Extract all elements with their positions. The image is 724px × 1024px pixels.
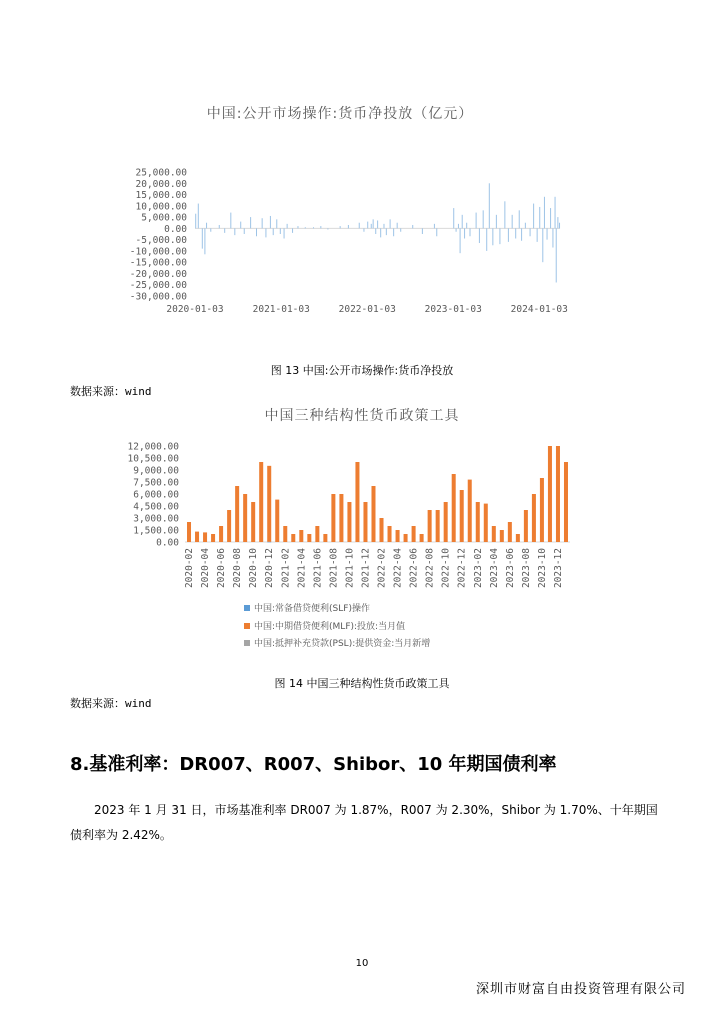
legend-swatch bbox=[244, 623, 250, 629]
chart1-x-tick: 2023-01-03 bbox=[424, 304, 482, 315]
figure-13-caption: 图 13 中国:公开市场操作:货币净投放 bbox=[270, 364, 454, 377]
chart2-bar bbox=[468, 480, 472, 542]
chart2-x-tick: 2021-10 bbox=[344, 548, 356, 589]
chart2-x-tick: 2021-06 bbox=[312, 548, 324, 589]
chart2-x-tick: 2021-08 bbox=[328, 548, 340, 589]
chart2-bar bbox=[339, 494, 343, 542]
chart1-y-tick: 10,000.00 bbox=[135, 201, 187, 213]
legend-label: 中国:抵押补充贷款(PSL):提供资金:当月新增 bbox=[254, 639, 431, 649]
chart2-bar bbox=[460, 490, 464, 542]
figure-13-source: 数据来源：wind bbox=[70, 385, 152, 398]
chart2-bar bbox=[476, 502, 480, 542]
net-injection-chart bbox=[0, 0, 724, 360]
chart2-bar bbox=[556, 446, 560, 542]
company-name: 深圳市财富自由投资管理有限公司 bbox=[475, 982, 686, 997]
chart2-bar bbox=[195, 532, 199, 542]
chart2-bar bbox=[492, 526, 496, 542]
chart2-bar bbox=[532, 494, 536, 542]
chart2-bar bbox=[291, 534, 295, 542]
chart2-x-tick: 2021-12 bbox=[360, 548, 372, 589]
chart2-y-tick: 7,500.00 bbox=[133, 477, 179, 489]
chart2-bar bbox=[235, 486, 239, 542]
chart1-y-tick: -10,000.00 bbox=[129, 246, 187, 258]
body-paragraph: 2023 年 1 月 31 日，市场基准利率 DR007 为 1.87%，R007 为 2.30%，Shibor 为 1.70%、十年期国债利率为 2.42%。 bbox=[70, 803, 658, 842]
chart2-x-tick: 2023-10 bbox=[536, 548, 548, 589]
chart2-x-tick: 2020-06 bbox=[216, 548, 228, 589]
chart2-x-tick: 2020-12 bbox=[264, 548, 276, 589]
chart2-bar bbox=[259, 462, 263, 542]
chart2-bar bbox=[275, 500, 279, 542]
chart2-bar bbox=[436, 510, 440, 542]
chart2-bar bbox=[428, 510, 432, 542]
chart2-bar bbox=[283, 526, 287, 542]
chart2-bar bbox=[315, 526, 319, 542]
chart2-x-tick: 2022-10 bbox=[440, 548, 452, 589]
chart2-x-tick: 2020-10 bbox=[248, 548, 260, 589]
chart1-y-tick: -30,000.00 bbox=[129, 291, 187, 303]
chart2-bar bbox=[516, 534, 520, 542]
chart2-bar bbox=[444, 502, 448, 542]
chart2-bar bbox=[187, 522, 191, 542]
chart2-bar bbox=[307, 534, 311, 542]
chart2-y-tick: 1,500.00 bbox=[133, 525, 179, 537]
chart2-x-tick: 2023-02 bbox=[472, 548, 484, 589]
chart2-bar bbox=[420, 534, 424, 542]
chart1-y-tick: -25,000.00 bbox=[129, 280, 187, 292]
chart1-y-tick: 20,000.00 bbox=[135, 178, 187, 190]
chart2-bar bbox=[211, 534, 215, 542]
chart2-x-tick: 2021-02 bbox=[280, 548, 292, 589]
chart2-bar bbox=[404, 534, 408, 542]
structural-tools-chart bbox=[0, 400, 724, 660]
chart2-bar bbox=[355, 462, 359, 542]
figure-14-source: 数据来源：wind bbox=[70, 697, 152, 710]
chart2-x-tick: 2022-02 bbox=[376, 548, 388, 589]
chart2-bar bbox=[412, 526, 416, 542]
chart1-x-tick: 2021-01-03 bbox=[252, 304, 310, 315]
chart2-bar bbox=[267, 542, 271, 543]
chart2-x-tick: 2022-06 bbox=[408, 548, 420, 589]
chart2-bar bbox=[347, 502, 351, 542]
chart2-bar bbox=[564, 462, 568, 542]
chart1-y-tick: -15,000.00 bbox=[129, 257, 187, 269]
chart2-bar bbox=[508, 522, 512, 542]
section-heading: 8.基准利率：DR007、R007、Shibor、10 年期国债利率 bbox=[70, 754, 557, 775]
chart2-bar bbox=[484, 504, 488, 542]
chart2-bar bbox=[540, 478, 544, 542]
chart2-x-tick: 2022-04 bbox=[392, 548, 404, 589]
chart2-bar bbox=[380, 518, 384, 542]
chart2-bar bbox=[203, 532, 207, 542]
chart2-bar bbox=[548, 446, 552, 542]
chart2-bar bbox=[331, 494, 335, 542]
chart1-x-tick: 2020-01-03 bbox=[166, 304, 224, 315]
chart2-y-tick: 6,000.00 bbox=[133, 489, 179, 501]
chart2-x-tick: 2021-04 bbox=[296, 548, 308, 589]
chart1-y-tick: -5,000.00 bbox=[135, 235, 187, 247]
chart2-title: 中国三种结构性货币政策工具 bbox=[264, 408, 460, 424]
chart2-y-tick: 10,500.00 bbox=[127, 453, 179, 465]
chart2-x-tick: 2023-04 bbox=[488, 548, 500, 589]
chart2-x-tick: 2023-12 bbox=[552, 548, 564, 589]
figure-14-caption: 图 14 中国三种结构性货币政策工具 bbox=[274, 677, 450, 690]
chart2-bar bbox=[299, 530, 303, 542]
chart2-x-tick: 2023-08 bbox=[520, 548, 532, 589]
chart2-y-tick: 0.00 bbox=[156, 537, 179, 549]
chart2-bar bbox=[452, 474, 456, 542]
chart1-y-tick: -20,000.00 bbox=[129, 268, 187, 280]
chart2-y-tick: 12,000.00 bbox=[127, 441, 179, 453]
chart2-bar bbox=[323, 534, 327, 542]
chart2-bar bbox=[243, 494, 247, 542]
chart1-x-tick: 2022-01-03 bbox=[338, 304, 396, 315]
chart2-bar bbox=[396, 530, 400, 542]
chart2-y-tick: 3,000.00 bbox=[133, 513, 179, 525]
chart1-y-tick: 5,000.00 bbox=[141, 212, 187, 224]
chart2-x-tick: 2022-08 bbox=[424, 548, 436, 589]
chart2-x-tick: 2023-06 bbox=[504, 548, 516, 589]
chart2-y-tick: 4,500.00 bbox=[133, 501, 179, 513]
chart1-y-tick: 0.00 bbox=[164, 223, 187, 235]
chart2-bar bbox=[371, 486, 375, 542]
chart2-x-tick: 2020-04 bbox=[200, 548, 212, 589]
page-number: 10 bbox=[355, 958, 369, 969]
chart2-bar bbox=[388, 526, 392, 542]
legend-label: 中国:中期借贷便利(MLF):投放:当月值 bbox=[254, 622, 406, 632]
chart1-x-tick: 2024-01-03 bbox=[510, 304, 568, 315]
chart2-bar bbox=[251, 502, 255, 542]
chart1-y-tick: 25,000.00 bbox=[135, 167, 187, 179]
legend-swatch bbox=[244, 605, 250, 611]
chart2-x-tick: 2020-02 bbox=[184, 548, 196, 589]
chart2-bar bbox=[363, 502, 367, 542]
chart2-bar bbox=[267, 466, 271, 542]
chart2-x-tick: 2020-08 bbox=[232, 548, 244, 589]
chart2-bar bbox=[227, 510, 231, 542]
chart2-bar bbox=[524, 510, 528, 542]
legend-label: 中国:常备借贷便利(SLF)操作 bbox=[254, 604, 370, 614]
chart2-x-tick: 2022-12 bbox=[456, 548, 468, 589]
legend-swatch bbox=[244, 640, 250, 646]
chart2-y-tick: 9,000.00 bbox=[133, 465, 179, 477]
chart1-y-tick: 15,000.00 bbox=[135, 190, 187, 202]
chart1-title: 中国:公开市场操作:货币净投放（亿元） bbox=[206, 106, 474, 122]
chart2-bar bbox=[219, 526, 223, 542]
chart2-bar bbox=[500, 530, 504, 542]
